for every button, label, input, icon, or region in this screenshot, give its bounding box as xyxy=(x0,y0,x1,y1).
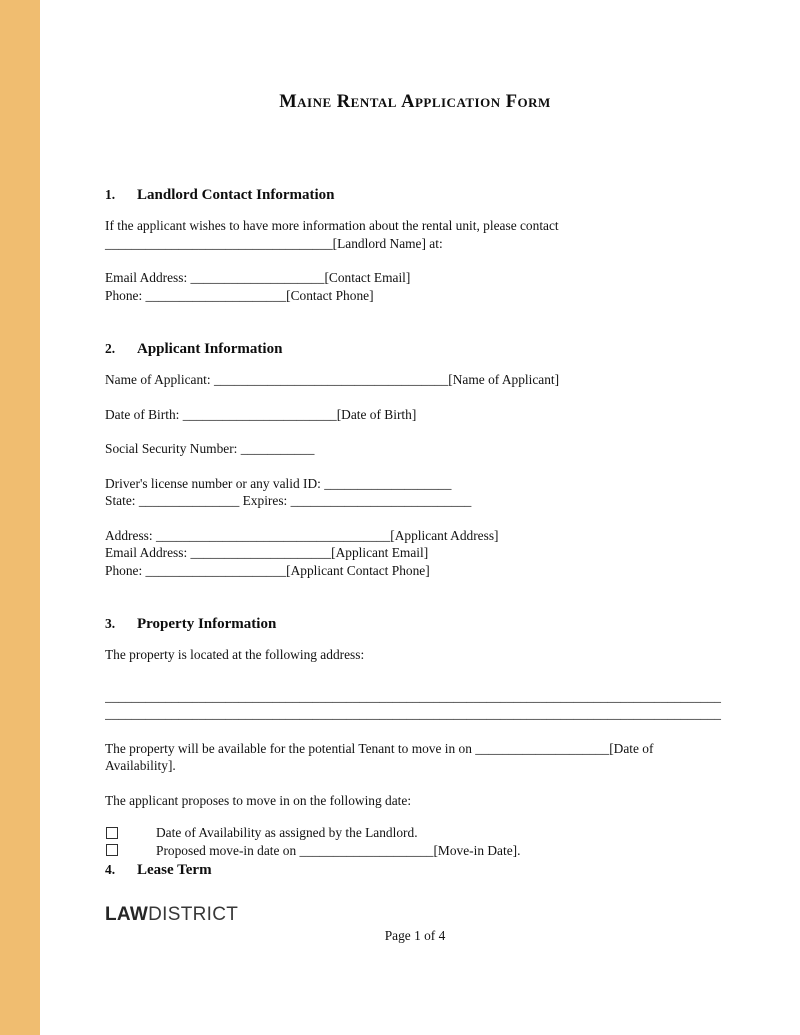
section-4-heading xyxy=(105,861,725,879)
page-footer xyxy=(105,905,725,945)
address-blank-line-1: ____________________________________________________________________________________________ xyxy=(105,688,721,704)
section-2-heading xyxy=(105,340,725,358)
section-1-title: Landlord Contact Information xyxy=(137,187,335,203)
checkbox-icon xyxy=(106,827,118,839)
logo-district-text: DISTRICT xyxy=(148,904,239,925)
availability-paragraph: The property will be available for the potential Tenant to move in on ____________________[Date of Availability]. xyxy=(105,740,654,773)
applicant-address-field: Address: ___________________________________[Applicant Address] xyxy=(105,527,499,543)
availability-option-row xyxy=(105,824,725,842)
section-2-title: Applicant Information xyxy=(137,341,283,357)
section-1-number: 1. xyxy=(105,187,116,202)
left-accent-stripe xyxy=(0,0,40,1035)
section-1-heading xyxy=(105,186,725,204)
applicant-email-field: Email Address: _____________________[Applicant Email] xyxy=(105,545,429,560)
section-4-number: 4. xyxy=(105,862,116,877)
section-3-number: 3. xyxy=(105,616,116,631)
address-blank-line-2: ____________________________________________________________________________________________ xyxy=(105,706,721,721)
applicant-phone-field: Phone: _____________________[Applicant Contact Phone] xyxy=(105,562,430,578)
license-field: Driver's license number or any valid ID: ___________________ xyxy=(105,475,452,491)
date-of-birth-field: Date of Birth: _______________________[Date of Birth] xyxy=(105,406,417,422)
landlord-phone-field: Phone: _____________________[Contact Phone] xyxy=(105,287,374,303)
section-3-title: Property Information xyxy=(137,616,277,632)
section-3-heading xyxy=(105,615,725,633)
landlord-name-blank: __________________________________[Landlord Name] at: xyxy=(105,235,443,251)
lawdistrict-logo xyxy=(105,905,725,925)
proposes-text: The applicant proposes to move in on the following date: xyxy=(105,792,412,808)
property-address-blanks xyxy=(105,688,725,723)
ssn-field: Social Security Number: ___________ xyxy=(105,441,315,456)
landlord-email-field: Email Address: ____________________[Contact Email] xyxy=(105,270,411,285)
logo-law-text: LAW xyxy=(105,904,149,925)
section-4-title: Lease Term xyxy=(137,862,212,878)
license-lines xyxy=(105,475,725,510)
landlord-contact-lines xyxy=(105,269,725,304)
checkbox-icon xyxy=(106,844,118,856)
movein-option-label: Proposed move-in date on ____________________[Move-in Date]. xyxy=(156,842,521,858)
applicant-contact-lines xyxy=(105,527,725,580)
availability-option-label: Date of Availability as assigned by the Landlord. xyxy=(156,825,418,840)
section-2-number: 2. xyxy=(105,341,116,356)
movein-option-row xyxy=(105,842,725,860)
landlord-intro-text: If the applicant wishes to have more information about the rental unit, please contact xyxy=(105,218,559,233)
document-title: Maine Rental Application Form xyxy=(279,92,551,112)
property-located-text: The property is located at the following address: xyxy=(105,647,365,662)
document-page xyxy=(105,0,725,945)
state-expires-field: State: _______________ Expires: ___________________________ xyxy=(105,493,472,508)
page-number: Page 1 of 4 xyxy=(384,928,446,943)
landlord-intro-paragraph xyxy=(105,217,725,252)
applicant-name-field: Name of Applicant: ___________________________________[Name of Applicant] xyxy=(105,372,560,387)
